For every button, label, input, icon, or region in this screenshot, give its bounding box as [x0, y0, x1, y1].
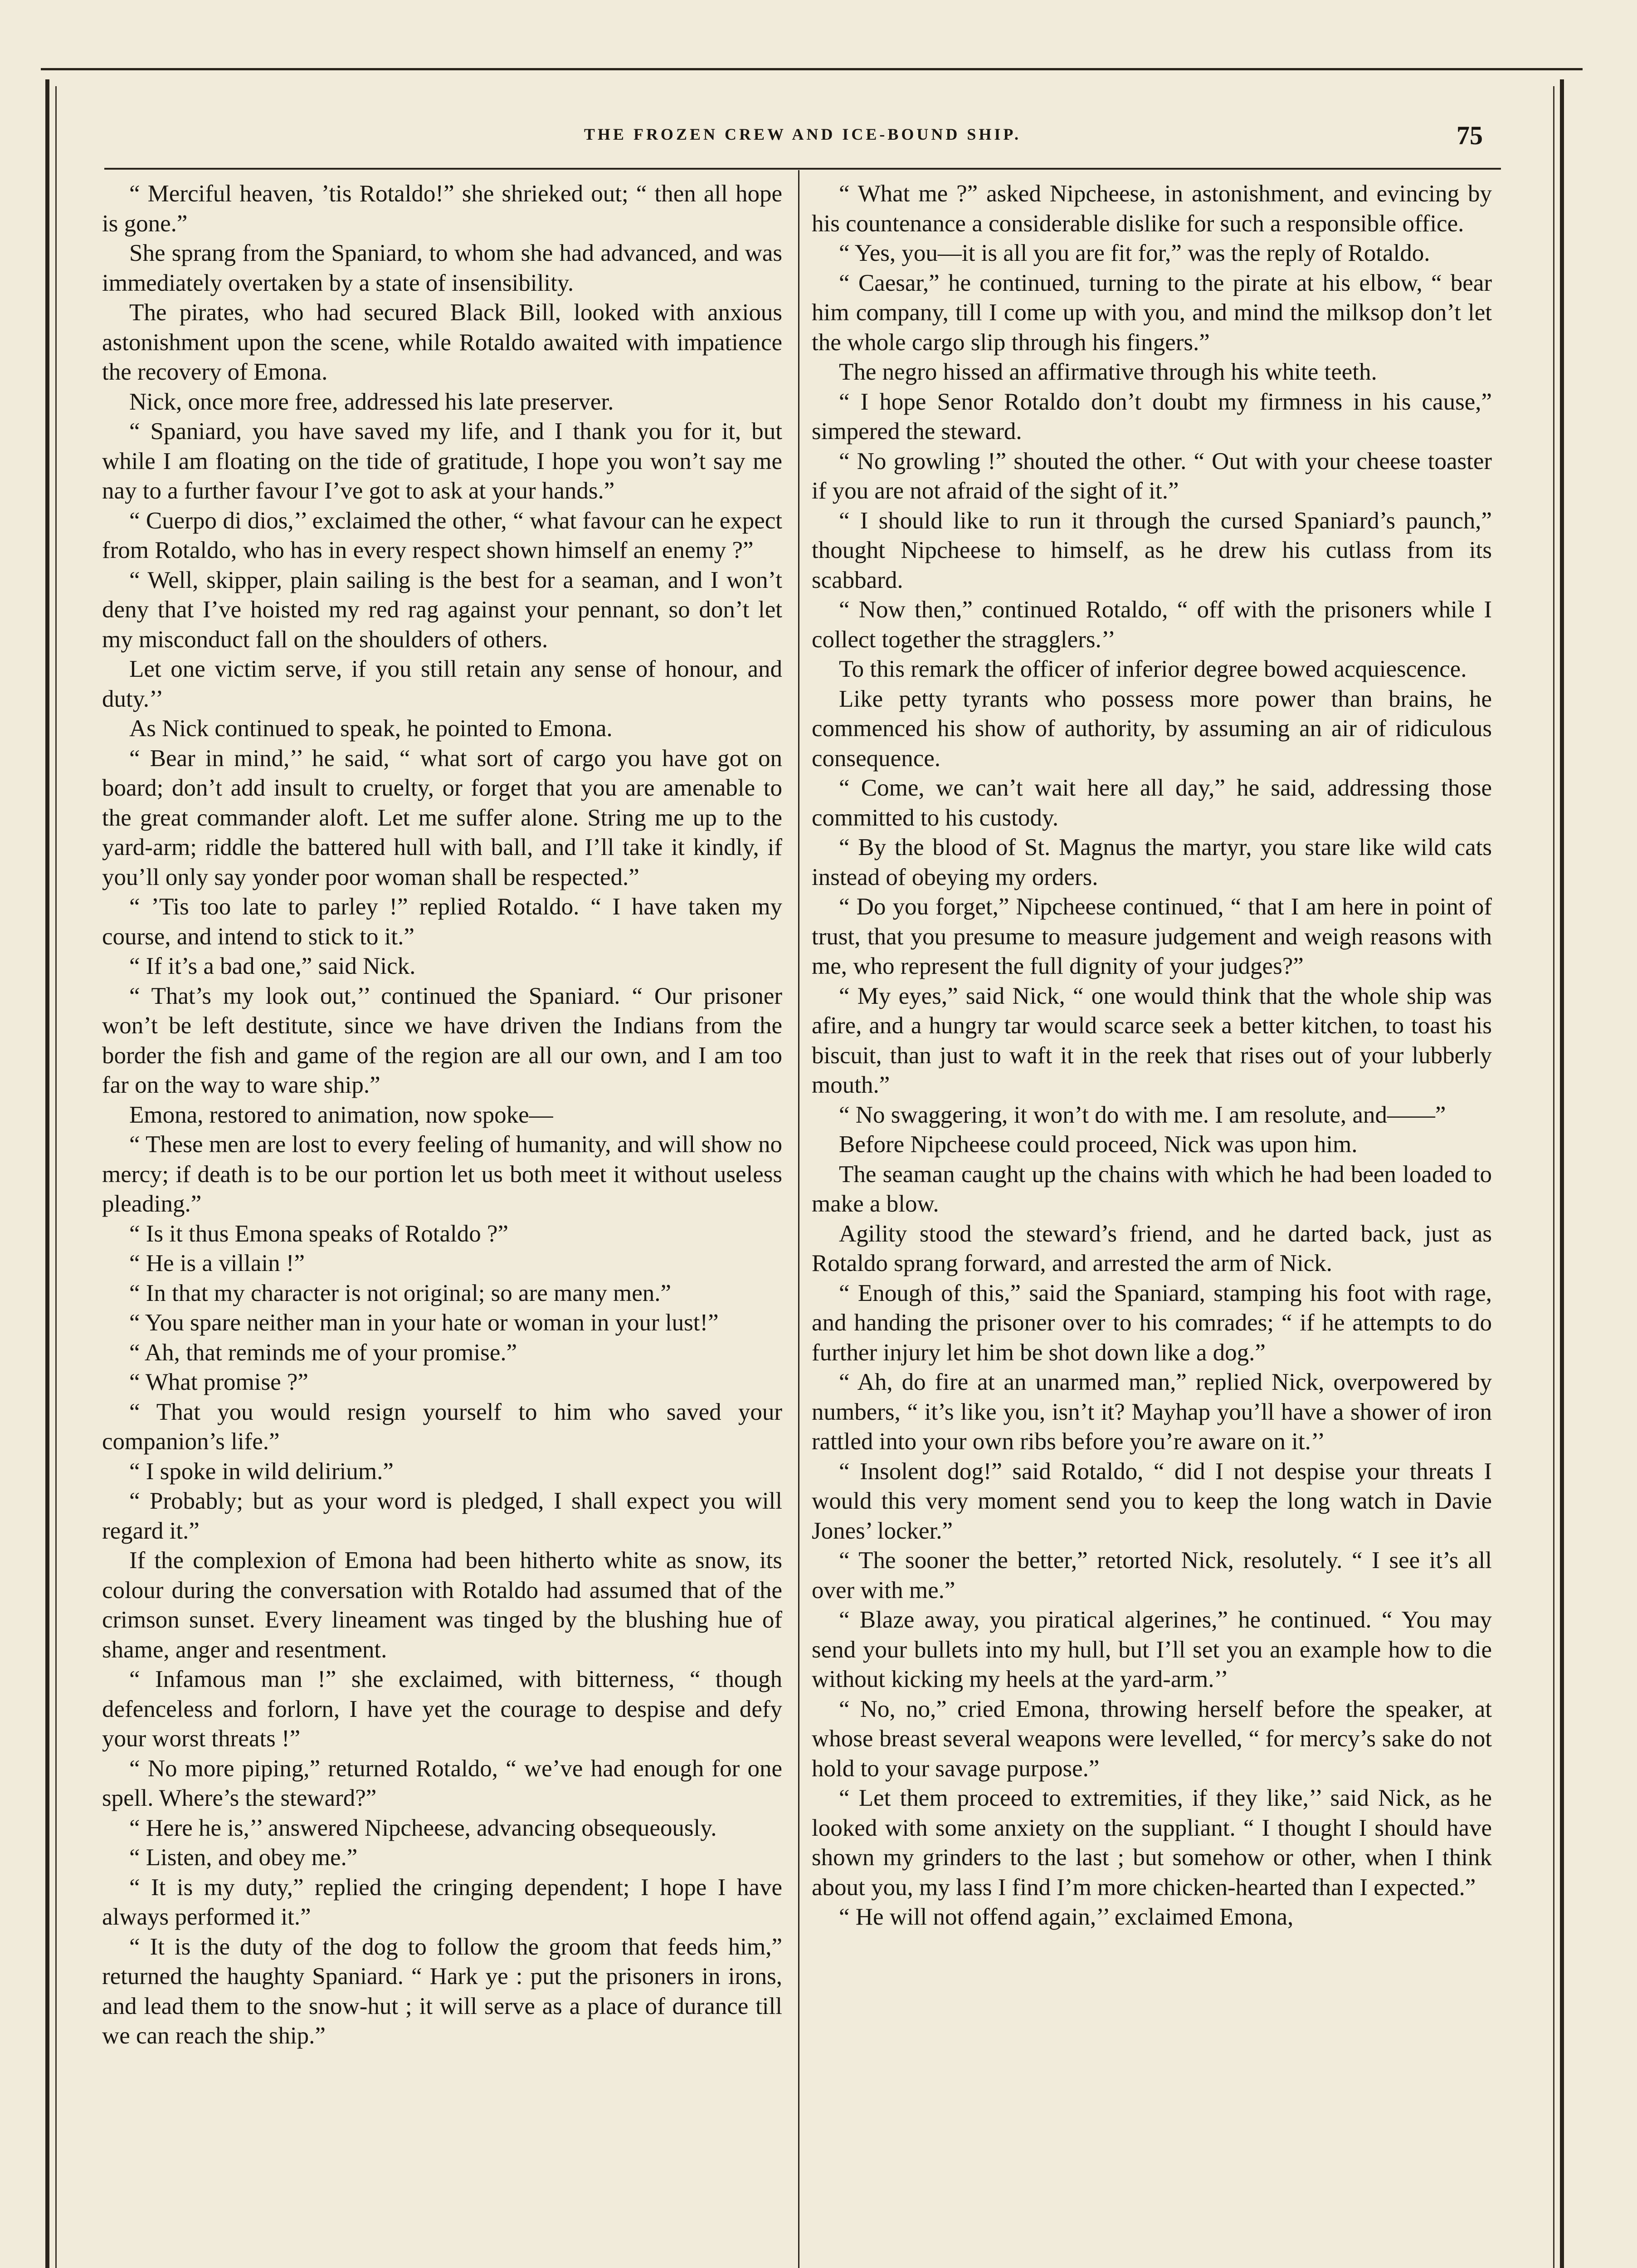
paragraph: Nick, once more free, addressed his late preserver.	[129, 388, 614, 415]
paragraph: “ By the blood of St. Magnus the martyr, you stare like wild cats instead of obeying my orders.	[812, 834, 1492, 890]
paragraph: “ Well, skipper, plain sailing is the best for a seaman, and I won’t deny that I’ve hoisted my red rag against your pennant, so don’t let my misconduct fall on the shoulders of others.	[102, 567, 782, 653]
right-column	[812, 179, 1492, 2268]
paragraph: “ My eyes,” said Nick, “ one would think that the whole ship was afire, and a hungry tar would scarce seek a better kitchen, to toast his biscuit, than just to waft it in the reek that rises out of your lubberly mouth.”	[812, 982, 1492, 1098]
paragraph: As Nick continued to speak, he pointed to Emona.	[129, 715, 613, 742]
paragraph: “ I spoke in wild delirium.”	[129, 1458, 394, 1485]
page-number: 75	[1457, 121, 1483, 150]
paragraph: “ It is the duty of the dog to follow the groom that feeds him,” returned the haughty Spaniard. “ Hark ye : put the prisoners in irons, and lead them to the snow-hut ; it will serve as a place of durance till we can reach the ship.”	[102, 1933, 782, 2049]
paragraph: “ That’s my look out,’’ continued the Spaniard. “ Our prisoner won’t be left destitute, since we have driven the Indians from the border the fish and game of the region are all our own, and I am too far on the way to ware ship.”	[102, 982, 782, 1098]
left-inner-rule	[55, 86, 57, 2268]
page-header	[104, 116, 1501, 156]
paragraph: “ In that my character is not original; so are many men.”	[129, 1280, 672, 1306]
paragraph: “ If it’s a bad one,” said Nick.	[129, 953, 416, 979]
paragraph: “ No growling !” shouted the other. “ Out with your cheese toaster if you are not afraid of the sight of it.”	[812, 448, 1492, 504]
paragraph: Agility stood the steward’s friend, and he darted back, just as Rotaldo sprang forward, and arrested the arm of Nick.	[812, 1220, 1492, 1276]
paragraph: The seaman caught up the chains with which he had been loaded to make a blow.	[812, 1161, 1492, 1217]
column-divider	[798, 170, 799, 2268]
paragraph: “ Caesar,” he continued, turning to the pirate at his elbow, “ bear him company, till I come up with you, and mind the milksop don’t let the whole cargo slip through his fingers.”	[812, 269, 1492, 356]
right-inner-rule	[1553, 86, 1554, 2268]
paragraph: “ No more piping,” returned Rotaldo, “ we’ve had enough for one spell. Where’s the steward?”	[102, 1755, 782, 1811]
paragraph: “ Cuerpo di dios,’’ exclaimed the other, “ what favour can he expect from Rotaldo, who has in every respect shown himself an enemy ?”	[102, 507, 782, 563]
paragraph: “ No swaggering, it won’t do with me. I am resolute, and——”	[839, 1101, 1446, 1128]
paragraph: “ Infamous man !” she exclaimed, with bitterness, “ though defenceless and forlorn, I have yet the courage to despise and defy your worst threats !”	[102, 1666, 782, 1752]
paragraph: “ Ah, do fire at an unarmed man,” replied Nick, overpowered by numbers, “ it’s like you, isn’t it? Mayhap you’ll have a shower of iron rattled into your own ribs before you’re aware on it.’’	[812, 1369, 1492, 1455]
left-frame-rule	[45, 79, 49, 2268]
running-title: THE FROZEN CREW AND ICE-BOUND SHIP.	[584, 125, 1022, 143]
paragraph: The negro hissed an affirmative through his white teeth.	[839, 359, 1377, 385]
paragraph: “ Merciful heaven, ’tis Rotaldo!” she shrieked out; “ then all hope is gone.”	[102, 181, 782, 237]
paragraph: “ Bear in mind,’’ he said, “ what sort of cargo you have got on board; don’t add insult to cruelty, or forget that you are amenable to the great commander aloft. Let me suffer alone. String me up to the yard-arm; riddle the battered hull with ball, and I’ll take it kindly, if you’ll only say yonder poor woman shall be respected.”	[102, 745, 782, 890]
paragraph: “ Come, we can’t wait here all day,” he said, addressing those committed to his custody.	[812, 775, 1492, 831]
paragraph: To this remark the officer of inferior degree bowed acquiescence.	[839, 656, 1467, 682]
paragraph: “ He is a villain !”	[129, 1250, 305, 1276]
paragraph: “ The sooner the better,” retorted Nick, resolutely. “ I see it’s all over with me.”	[812, 1547, 1492, 1603]
paragraph: “ What me ?” asked Nipcheese, in astonishment, and evincing by his countenance a considerable dislike for such a responsible office.	[812, 181, 1492, 237]
header-rule	[104, 168, 1501, 170]
paragraph: “ ’Tis too late to parley !” replied Rotaldo. “ I have taken my course, and intend to stick to it.”	[102, 894, 782, 950]
paragraph: “ Spaniard, you have saved my life, and I thank you for it, but while I am floating on the tide of gratitude, I hope you won’t say me nay to a further favour I’ve got to ask at your hands.”	[102, 418, 782, 504]
left-column	[102, 179, 782, 2268]
paragraph: “ Enough of this,” said the Spaniard, stamping his foot with rage, and handing the prisoner over to his comrades; “ if he attempts to do further injury let him be shot down like a dog.”	[812, 1280, 1492, 1366]
paragraph: “ You spare neither man in your hate or woman in your lust!”	[129, 1310, 719, 1336]
paragraph: Like petty tyrants who possess more power than brains, he commenced his show of authority, by assuming an air of ridiculous consequence.	[812, 685, 1492, 772]
paragraph: She sprang from the Spaniard, to whom she had advanced, and was immediately overtaken by a state of insensibility.	[102, 240, 782, 296]
paragraph: “ These men are lost to every feeling of humanity, and will show no mercy; if death is to be our portion let us both meet it without useless pleading.”	[102, 1131, 782, 1217]
paragraph: “ Yes, you—it is all you are fit for,” was the reply of Rotaldo.	[839, 240, 1430, 266]
paragraph: “ Let them proceed to extremities, if they like,’’ said Nick, as he looked with some anxiety on the suppliant. “ I thought I should have shown my grinders to the last ; but somehow or other, when I think about you, my lass I find I’m more chicken-hearted than I expected.”	[812, 1785, 1492, 1901]
paragraph: If the complexion of Emona had been hitherto white as snow, its colour during the conversation with Rotaldo had assumed that of the crimson sunset. Every lineament was tinged by the blushing hue of shame, anger and resentment.	[102, 1547, 782, 1663]
paragraph: “ Now then,” continued Rotaldo, “ off with the prisoners while I collect together the stragglers.’’	[812, 596, 1492, 653]
paragraph: “ Probably; but as your word is pledged, I shall expect you will regard it.”	[102, 1488, 782, 1544]
paragraph: “ Listen, and obey me.”	[129, 1844, 358, 1871]
paragraph: “ I hope Senor Rotaldo don’t doubt my firmness in his cause,” simpered the steward.	[812, 388, 1492, 445]
paragraph: “ I should like to run it through the cursed Spaniard’s paunch,” thought Nipcheese to himself, as he drew his cutlass from its scabbard.	[812, 507, 1492, 593]
paragraph: Emona, restored to animation, now spoke—	[129, 1101, 553, 1128]
right-frame-rule	[1560, 79, 1564, 2268]
paragraph: “ That you would resign yourself to him who saved your companion’s life.”	[102, 1398, 782, 1455]
paragraph: Let one victim serve, if you still retain any sense of honour, and duty.’’	[102, 656, 782, 712]
paragraph: “ Blaze away, you piratical algerines,” he continued. “ You may send your bullets into my hull, but I’ll set you an example how to die without kicking my heels at the yard-arm.’’	[812, 1607, 1492, 1692]
paragraph: “ Do you forget,” Nipcheese continued, “ that I am here in point of trust, that you presume to measure judgement and weigh reasons with me, who represent the full dignity of your judges?”	[812, 894, 1492, 979]
paragraph: “ He will not offend again,’’ exclaimed Emona,	[839, 1904, 1294, 1930]
paragraph: The pirates, who had secured Black Bill, looked with anxious astonishment upon the scene, while Rotaldo awaited with impatience the recovery of Emona.	[102, 299, 782, 385]
paragraph: “ Is it thus Emona speaks of Rotaldo ?”	[129, 1220, 509, 1247]
paragraph: “ Insolent dog!” said Rotaldo, “ did I not despise your threats I would this very moment send you to keep the long watch in Davie Jones’ locker.”	[812, 1458, 1492, 1544]
paragraph: “ What promise ?”	[129, 1369, 308, 1395]
top-border-rule	[41, 68, 1583, 70]
paragraph: “ No, no,” cried Emona, throwing herself before the speaker, at whose breast several weapons were levelled, “ for mercy’s sake do not hold to your savage purpose.”	[812, 1696, 1492, 1782]
paragraph: “ Ah, that reminds me of your promise.”	[129, 1339, 517, 1366]
paragraph: “ It is my duty,” replied the cringing dependent; I hope I have always performed it.”	[102, 1874, 782, 1930]
paragraph: “ Here he is,’’ answered Nipcheese, advancing obsequeously.	[129, 1814, 717, 1841]
paragraph: Before Nipcheese could proceed, Nick was upon him.	[839, 1131, 1358, 1158]
